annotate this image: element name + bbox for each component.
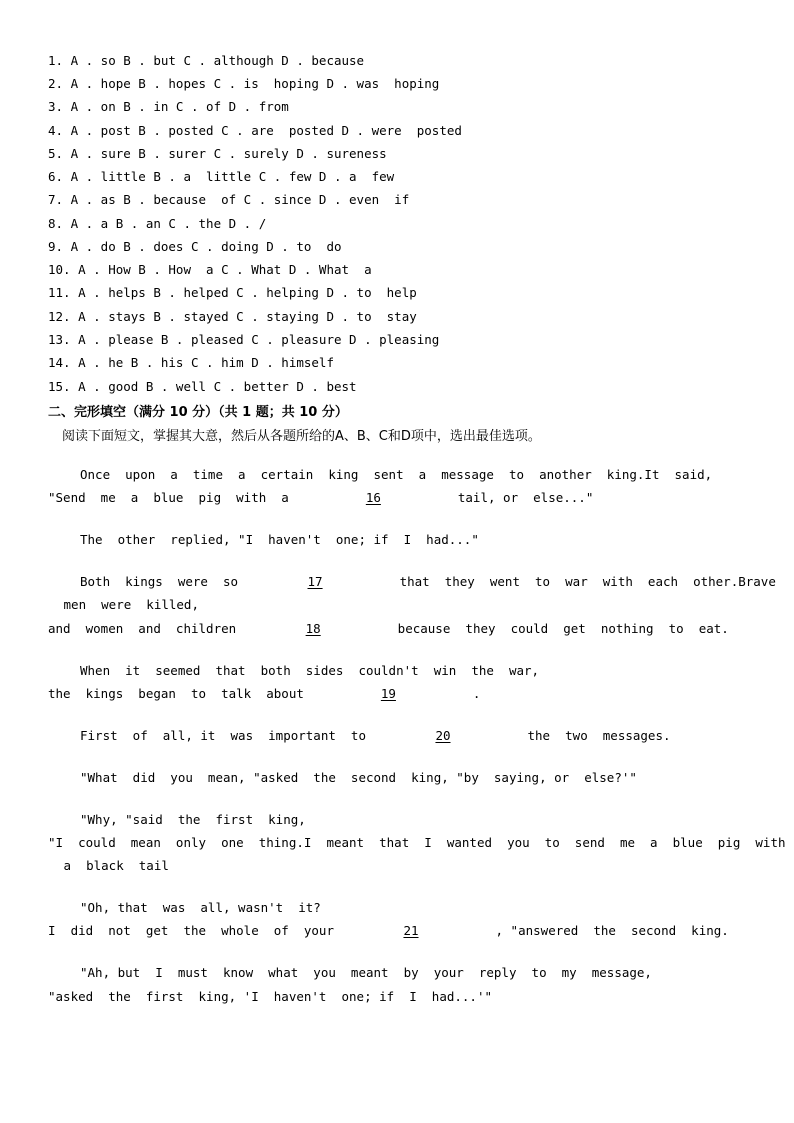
option-line-3: 3. A . on B . in C . of D . from xyxy=(48,99,289,114)
option-line-4: 4. A . post B . posted C . are posted D . were posted xyxy=(48,123,462,138)
blank-18: 18 xyxy=(305,621,321,636)
blank-21: 21 xyxy=(403,923,419,938)
option-line-15: 15. A . good B . well C . better D . best xyxy=(48,379,357,394)
blank-20: 20 xyxy=(435,728,451,743)
passage-line: Both kings were so 17 that they went to war with each other.Brave xyxy=(80,574,776,589)
passage-line: a black tail xyxy=(56,858,169,873)
passage-line: When it seemed that both sides couldn't win the war, xyxy=(80,663,540,678)
passage-line: Once upon a time a certain king sent a message to another king.It said, xyxy=(80,467,713,482)
blank-16: 16 xyxy=(365,490,381,505)
blank-17: 17 xyxy=(307,574,323,589)
option-line-13: 13. A . please B . pleased C . pleasure D . pleasing xyxy=(48,332,440,347)
section-heading: 二、完形填空（满分 10 分）（共 1 题；共 10 分） xyxy=(48,405,348,420)
option-line-11: 11. A . helps B . helped C . helping D . to help xyxy=(48,285,417,300)
option-line-14: 14. A . he B . his C . him D . himself xyxy=(48,355,334,370)
passage-line: "Oh, that was all, wasn't it? xyxy=(80,900,321,915)
passage-line: "Send me a blue pig with a 16 tail, or else..." xyxy=(48,490,594,505)
blank-19: 19 xyxy=(380,686,396,701)
passage-line: "What did you mean, "asked the second king, "by saying, or else?'" xyxy=(80,770,637,785)
option-line-1: 1. A . so B . but C . although D . because xyxy=(48,53,365,68)
passage-line: "Why, "said the first king, xyxy=(80,812,306,827)
passage-line: and women and children 18 because they could get nothing to eat. xyxy=(48,621,729,636)
option-line-6: 6. A . little B . a little C . few D . a few xyxy=(48,169,395,184)
option-line-9: 9. A . do B . does C . doing D . to do xyxy=(48,239,342,254)
option-line-5: 5. A . sure B . surer C . surely D . sureness xyxy=(48,146,387,161)
option-line-8: 8. A . a B . an C . the D . / xyxy=(48,216,267,231)
passage-line: I did not get the whole of your 21 , "answered the second king. xyxy=(48,923,729,938)
passage-line: men were killed, xyxy=(56,597,199,612)
passage-line: "I could mean only one thing.I meant that I wanted you to send me a blue pig with xyxy=(48,835,786,850)
passage-line: "Ah, but I must know what you meant by your reply to my message, xyxy=(80,965,652,980)
option-line-7: 7. A . as B . because of C . since D . even if xyxy=(48,192,410,207)
passage-line: The other replied, "I haven't one; if I had..." xyxy=(80,532,479,547)
section-instruction: 阅读下面短文，掌握其大意，然后从各题所给的A、B、C和D项中，选出最佳选项。 xyxy=(62,429,541,444)
passage-line: the kings began to talk about 19 . xyxy=(48,686,481,701)
option-line-10: 10. A . How B . How a C . What D . What a xyxy=(48,262,372,277)
passage-line: First of all, it was important to 20 the two messages. xyxy=(80,728,671,743)
option-line-2: 2. A . hope B . hopes C . is hoping D . was hoping xyxy=(48,76,440,91)
option-line-12: 12. A . stays B . stayed C . staying D . to stay xyxy=(48,309,417,324)
passage-line: "asked the first king, 'I haven't one; if I had...'" xyxy=(48,989,493,1004)
